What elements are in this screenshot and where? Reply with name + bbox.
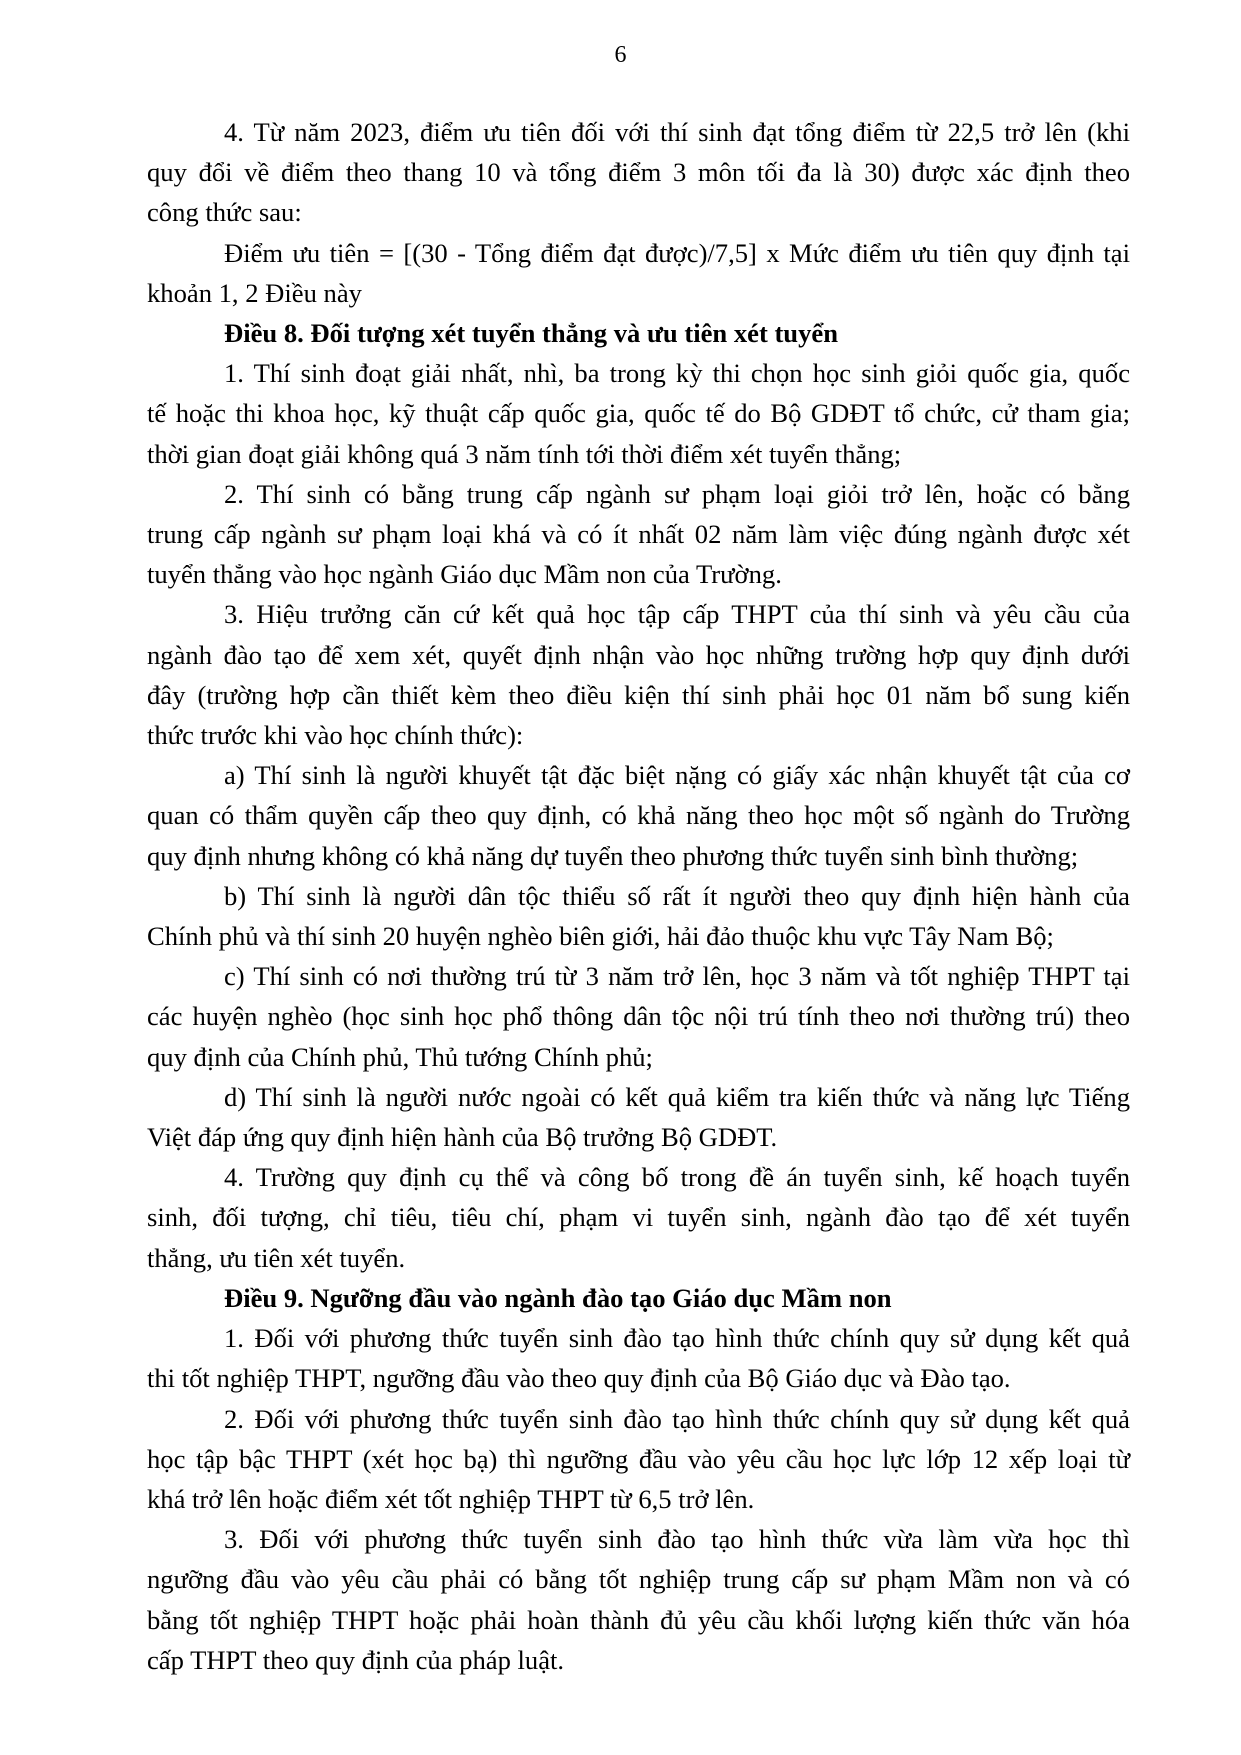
text-line: 4. Từ năm 2023, điểm ưu tiên đối với thí sinh đạt tổng điểm từ 22,5 trở lên (khi	[224, 117, 1130, 147]
text-line: tuyển thẳng vào học ngành Giáo dục Mầm non của Trường.	[147, 559, 782, 590]
text-line: quan có thẩm quyền cấp theo quy định, có khả năng theo học một số ngành do Trường	[147, 800, 1130, 831]
text-line: Chính phủ và thí sinh 20 huyện nghèo biên giới, hải đảo thuộc khu vực Tây Nam Bộ;	[147, 921, 1054, 952]
paragraph-priority-formula-intro	[147, 112, 1130, 233]
text-line: thẳng, ưu tiên xét tuyển.	[147, 1242, 406, 1273]
paragraph-article-8-item-2	[147, 474, 1130, 595]
text-line: ngành đào tạo để xem xét, quyết định nhận vào học những trường hợp quy định dưới	[147, 639, 1130, 670]
paragraph-article-8-item-3c	[147, 956, 1130, 1077]
text-line: 4. Trường quy định cụ thể và công bố trong đề án tuyển sinh, kế hoạch tuyển	[224, 1162, 1130, 1193]
text-line: quy định của Chính phủ, Thủ tướng Chính phủ;	[147, 1041, 653, 1072]
text-line: thi tốt nghiệp THPT, ngưỡng đầu vào theo quy định của Bộ Giáo dục và Đào tạo.	[147, 1363, 1011, 1394]
paragraph-article-8-item-4	[147, 1157, 1130, 1278]
paragraph-article-9-item-2	[147, 1399, 1130, 1520]
text-line: cấp THPT theo quy định của pháp luật.	[147, 1644, 565, 1675]
text-line: bằng tốt nghiệp THPT hoặc phải hoàn thành đủ yêu cầu khối lượng kiến thức văn hóa	[147, 1604, 1130, 1635]
paragraph-article-8-item-1	[147, 353, 1130, 474]
text-line: quy định nhưng không có khả năng dự tuyển theo phương thức tuyển sinh bình thường;	[147, 840, 1079, 871]
text-line: 2. Thí sinh có bằng trung cấp ngành sư phạm loại giỏi trở lên, hoặc có bằng	[224, 478, 1130, 509]
paragraph-priority-formula	[147, 233, 1130, 313]
paragraph-article-8-item-3b	[147, 876, 1130, 956]
text-line: Điểm ưu tiên = [(30 - Tổng điểm đạt được)/7,5] x Mức điểm ưu tiên quy định tại	[224, 237, 1130, 268]
text-line: công thức sau:	[147, 197, 302, 228]
text-line: Việt đáp ứng quy định hiện hành của Bộ trưởng Bộ GDĐT.	[147, 1122, 778, 1153]
text-line: ngưỡng đầu vào yêu cầu phải có bằng tốt nghiệp trung cấp sư phạm Mầm non và có	[147, 1564, 1130, 1595]
text-line: c) Thí sinh có nơi thường trú từ 3 năm trở lên, học 3 năm và tốt nghiệp THPT tại	[224, 961, 1130, 992]
text-line: b) Thí sinh là người dân tộc thiểu số rất ít người theo quy định hiện hành của	[224, 880, 1130, 911]
text-line: 3. Hiệu trưởng căn cứ kết quả học tập cấp THPT của thí sinh và yêu cầu của	[224, 599, 1130, 630]
text-line: tế hoặc thi khoa học, kỹ thuật cấp quốc gia, quốc tế do Bộ GDĐT tổ chức, cử tham gia;	[147, 398, 1130, 429]
text-line: sinh, đối tượng, chỉ tiêu, tiêu chí, phạm vi tuyển sinh, ngành đào tạo để xét tuyển	[147, 1202, 1130, 1233]
paragraph-article-8-item-3a	[147, 755, 1130, 876]
text-line: d) Thí sinh là người nước ngoài có kết quả kiểm tra kiến thức và năng lực Tiếng	[224, 1081, 1130, 1112]
text-line: 2. Đối với phương thức tuyển sinh đào tạo hình thức chính quy sử dụng kết quả	[224, 1403, 1130, 1434]
text-line: khá trở lên hoặc điểm xét tốt nghiệp THPT từ 6,5 trở lên.	[147, 1483, 755, 1514]
text-line: học tập bậc THPT (xét học bạ) thì ngưỡng đầu vào yêu cầu học lực lớp 12 xếp loại từ	[147, 1443, 1130, 1474]
text-line: 1. Thí sinh đoạt giải nhất, nhì, ba trong kỳ thi chọn học sinh giỏi quốc gia, quốc	[224, 358, 1130, 389]
text-line: thức trước khi vào học chính thức):	[147, 720, 524, 751]
paragraph-article-9-item-1	[147, 1318, 1130, 1398]
paragraph-article-9-item-3	[147, 1519, 1130, 1680]
text-line: a) Thí sinh là người khuyết tật đặc biệt nặng có giấy xác nhận khuyết tật của cơ	[224, 760, 1130, 791]
document-body	[147, 112, 1130, 1680]
text-line: quy đổi về điểm theo thang 10 và tổng điểm 3 môn tối đa là 30) được xác định theo	[147, 157, 1130, 188]
text-line: 1. Đối với phương thức tuyển sinh đào tạo hình thức chính quy sử dụng kết quả	[224, 1323, 1130, 1354]
text-line: các huyện nghèo (học sinh học phổ thông dân tộc nội trú tính theo nơi thường trú) theo	[147, 1001, 1130, 1032]
text-line: đây (trường hợp cần thiết kèm theo điều kiện thí sinh phải học 01 năm bổ sung kiến	[147, 679, 1130, 710]
text-line: 3. Đối với phương thức tuyển sinh đào tạo hình thức vừa làm vừa học thì	[224, 1524, 1130, 1555]
text-line: trung cấp ngành sư phạm loại khá và có ít nhất 02 năm làm việc đúng ngành được xét	[147, 519, 1130, 550]
article-8-heading	[147, 313, 1130, 353]
article-9-heading	[147, 1278, 1130, 1318]
text-line: khoản 1, 2 Điều này	[147, 277, 362, 308]
paragraph-article-8-item-3	[147, 594, 1130, 755]
heading-text: Điều 9. Ngưỡng đầu vào ngành đào tạo Giáo dục Mầm non	[224, 1282, 892, 1313]
text-line: thời gian đoạt giải không quá 3 năm tính tới thời điểm xét tuyển thẳng;	[147, 438, 902, 469]
heading-text: Điều 8. Đối tượng xét tuyển thẳng và ưu tiên xét tuyển	[224, 318, 838, 349]
paragraph-article-8-item-3d	[147, 1077, 1130, 1157]
page-number: 6	[614, 42, 627, 68]
